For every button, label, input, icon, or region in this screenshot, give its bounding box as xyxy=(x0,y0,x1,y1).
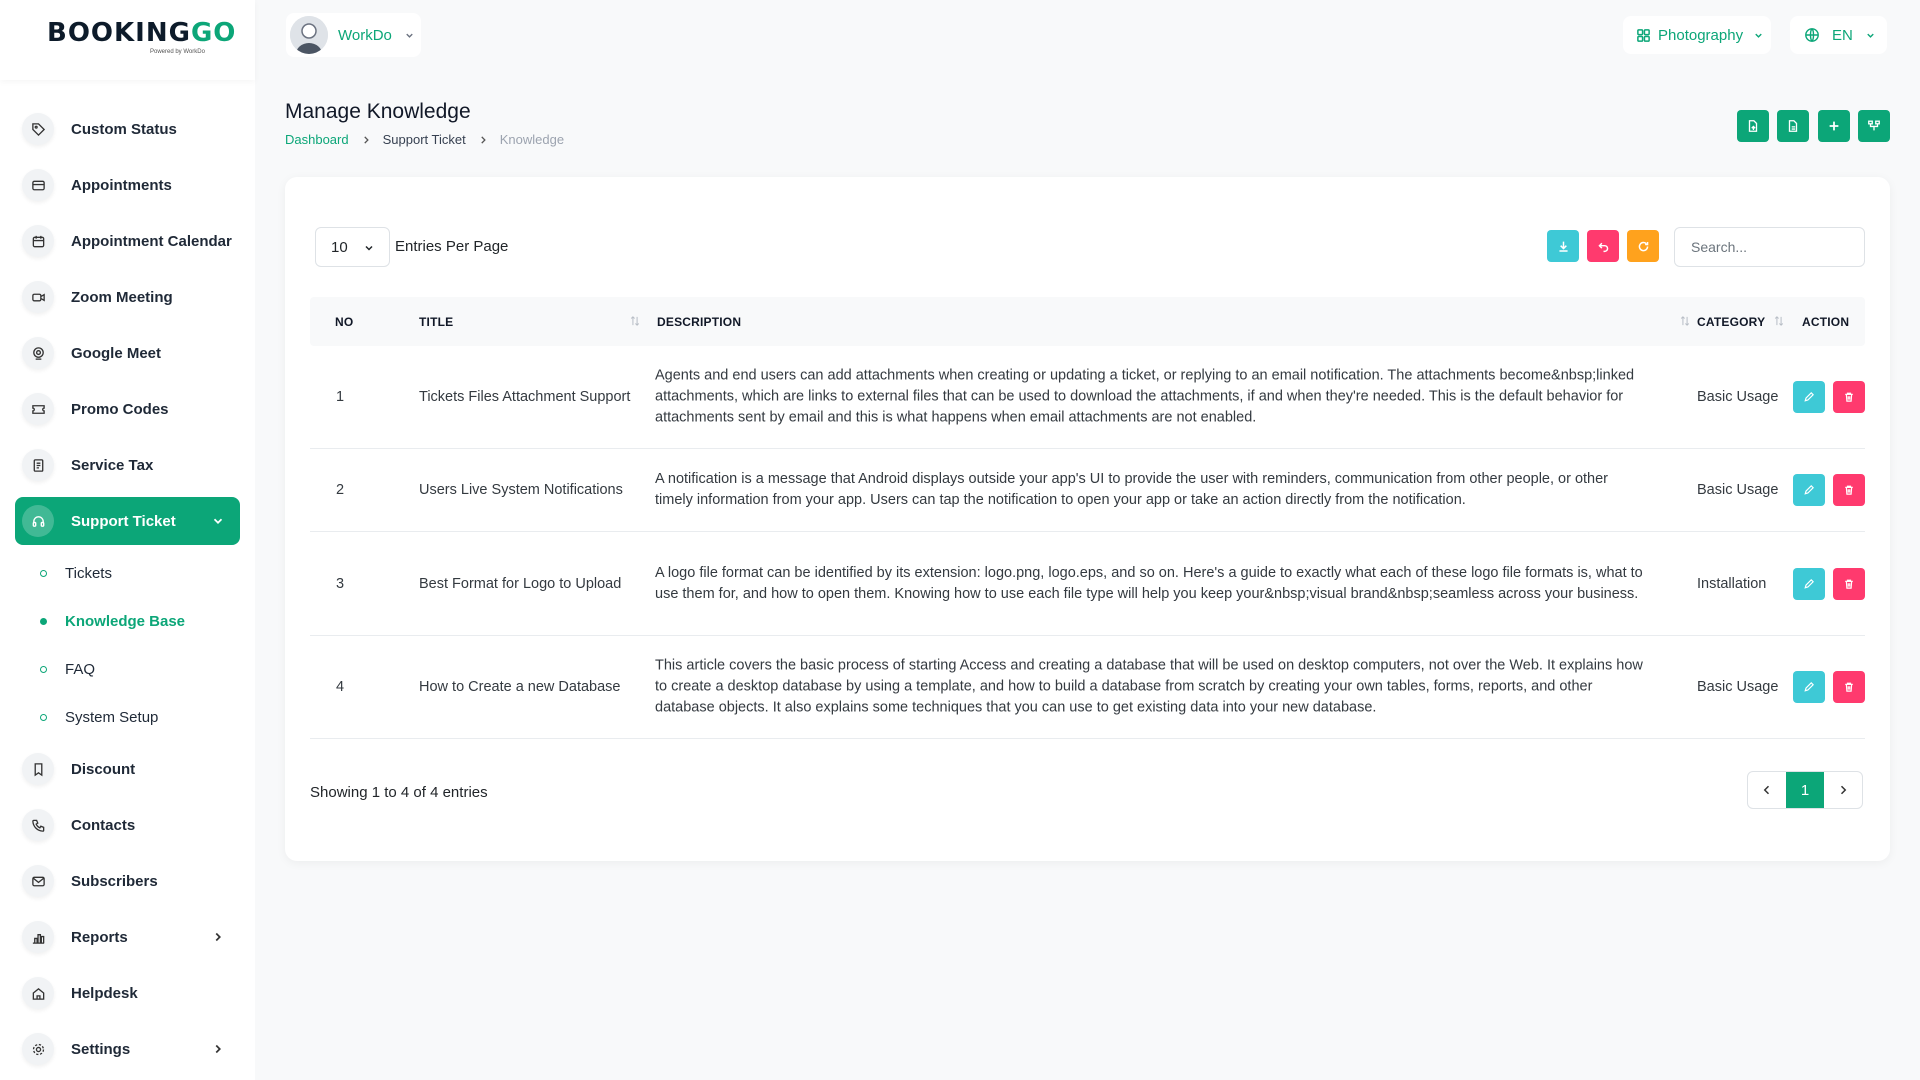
refresh-icon xyxy=(1637,240,1650,253)
column-header-description[interactable]: DESCRIPTION xyxy=(657,315,742,329)
chevron-down-icon xyxy=(211,514,225,528)
breadcrumb-dashboard[interactable]: Dashboard xyxy=(285,132,349,147)
sort-icon[interactable] xyxy=(630,316,640,326)
sidebar-item-reports[interactable] xyxy=(15,913,240,961)
download-icon xyxy=(1557,240,1570,253)
edit-button[interactable] xyxy=(1793,671,1825,703)
column-header-category[interactable]: CATEGORY xyxy=(1697,315,1766,329)
trash-icon xyxy=(1843,578,1855,590)
table-row xyxy=(310,636,1865,739)
workspace-dropdown[interactable] xyxy=(1623,16,1771,54)
chevron-right-icon xyxy=(1837,784,1849,796)
phone-icon xyxy=(22,809,54,841)
knowledge-table xyxy=(310,297,1865,739)
chevron-down-icon xyxy=(363,242,375,254)
sidebar-item-label: Promo Codes xyxy=(71,400,169,418)
chevron-right-icon xyxy=(211,930,225,944)
trash-icon xyxy=(1843,681,1855,693)
row-description: Agents and end users can add attachments when creating or updating a ticket, or replying to an email notification. The attachments become&nbsp;linked attachments, which are links to external files that can be used to download the attachments, if and when they're needed. This is the default behavior for attachments sent by email and this is what happens when email attachments are not enabled. xyxy=(655,367,1635,426)
sidebar-item-helpdesk[interactable] xyxy=(15,969,240,1017)
row-description: A logo file format can be identified by its extension: logo.png, logo.eps, and so on. Here's a guide to exactly what each of these logo file formats is, what to use them for, and how to open them. Knowing how to use each file type will help you keep your&nbsp;visual brand&nbsp;seamless across your business. xyxy=(655,564,1643,602)
row-description: A notification is a message that Android displays outside your app's UI to provide the user with reminders, communication from other people, or other timely information from your app. Users can tap the notification to open your app or take an action directly from the notification. xyxy=(655,471,1609,508)
user-menu-button[interactable] xyxy=(286,13,421,57)
sort-icon[interactable] xyxy=(1680,316,1690,326)
reset-button[interactable] xyxy=(1587,230,1619,262)
sidebar-subitem-label: Knowledge Base xyxy=(65,612,186,630)
sidebar-item-discount[interactable] xyxy=(15,745,240,793)
row-number: 1 xyxy=(336,389,345,405)
table-row xyxy=(310,346,1865,449)
chevron-right-icon xyxy=(361,135,371,145)
sidebar-item-label: Custom Status xyxy=(71,120,177,138)
chevron-right-icon xyxy=(478,135,488,145)
sidebar-item-promo-codes[interactable] xyxy=(15,385,240,433)
sidebar-item-label: Subscribers xyxy=(71,872,158,890)
sidebar-subitem-knowledge-base[interactable] xyxy=(40,609,185,633)
user-name: WorkDo xyxy=(338,26,392,44)
language-dropdown[interactable] xyxy=(1790,16,1887,54)
table-row xyxy=(310,532,1865,636)
sidebar-item-label: Discount xyxy=(71,760,136,778)
per-page-label: Entries Per Page xyxy=(395,238,509,255)
file-export-icon xyxy=(1746,119,1760,133)
chevron-down-icon xyxy=(1865,30,1876,41)
export-button[interactable] xyxy=(1737,110,1769,142)
pencil-icon xyxy=(1803,681,1815,693)
row-category: Basic Usage xyxy=(1697,679,1779,695)
table-row xyxy=(310,449,1865,532)
bookmark-icon xyxy=(22,753,54,785)
sidebar-item-appointment-calendar[interactable] xyxy=(15,217,240,265)
sitemap-icon xyxy=(1867,119,1881,133)
avatar xyxy=(290,16,328,54)
row-number: 3 xyxy=(336,575,345,592)
trash-icon xyxy=(1843,391,1855,403)
sidebar-item-label: Helpdesk xyxy=(71,984,138,1002)
ticket-icon xyxy=(22,393,54,425)
sidebar-item-custom-status[interactable] xyxy=(15,105,240,153)
grid-icon xyxy=(1636,28,1651,43)
chevron-left-icon xyxy=(1761,784,1773,796)
per-page-value: 10 xyxy=(331,238,348,256)
sidebar-item-label: Google Meet xyxy=(71,344,162,362)
edit-button[interactable] xyxy=(1793,474,1825,506)
webcam-icon xyxy=(22,337,54,369)
sidebar-item-support-ticket[interactable] xyxy=(15,497,240,545)
logo-area xyxy=(0,0,255,80)
delete-button[interactable] xyxy=(1833,568,1865,600)
mail-icon xyxy=(22,865,54,897)
sidebar-subitem-label: System Setup xyxy=(65,708,159,726)
bullet-icon xyxy=(40,618,47,625)
pagination-next-button[interactable] xyxy=(1824,772,1862,808)
sidebar-item-subscribers[interactable] xyxy=(15,857,240,905)
delete-button[interactable] xyxy=(1833,474,1865,506)
delete-button[interactable] xyxy=(1833,381,1865,413)
chevron-down-icon xyxy=(1753,30,1764,41)
row-title: Users Live System Notifications xyxy=(419,482,623,498)
row-title: Best Format for Logo to Upload xyxy=(419,575,622,592)
chevron-down-icon xyxy=(404,30,415,41)
row-title: Tickets Files Attachment Support xyxy=(419,389,631,405)
pencil-icon xyxy=(1803,484,1815,496)
breadcrumb xyxy=(285,132,564,147)
home-icon xyxy=(22,977,54,1009)
column-header-action: ACTION xyxy=(1802,315,1850,329)
row-number: 4 xyxy=(336,679,345,695)
sidebar-item-service-tax[interactable] xyxy=(15,441,240,489)
calendar-icon xyxy=(22,225,54,257)
category-button[interactable] xyxy=(1858,110,1890,142)
gear-icon xyxy=(22,1033,54,1065)
video-icon xyxy=(22,281,54,313)
sidebar-item-label: Appointments xyxy=(71,176,172,194)
row-number: 2 xyxy=(336,482,345,498)
reload-button[interactable] xyxy=(1627,230,1659,262)
logo-text: BOOKING xyxy=(47,18,191,48)
pencil-icon xyxy=(1803,578,1815,590)
credit-card-icon xyxy=(22,169,54,201)
bullet-icon xyxy=(40,570,47,577)
pagination xyxy=(1747,771,1863,809)
pagination-page-button[interactable]: 1 xyxy=(1786,772,1824,808)
sidebar-item-label: Appointment Calendar xyxy=(71,232,232,250)
entries-per-page-select[interactable] xyxy=(315,227,390,267)
sidebar-item-label: Reports xyxy=(71,928,128,946)
download-button[interactable] xyxy=(1547,230,1579,262)
chevron-right-icon xyxy=(211,1042,225,1056)
sidebar-item-label: Contacts xyxy=(71,816,136,834)
logo-accent-text: GO xyxy=(190,18,237,48)
showing-entries-text: Showing 1 to 4 of 4 entries xyxy=(310,784,488,801)
row-title: How to Create a new Database xyxy=(419,679,621,695)
pagination-prev-button[interactable] xyxy=(1748,772,1786,808)
sidebar-item-appointments[interactable] xyxy=(15,161,240,209)
edit-button[interactable] xyxy=(1793,568,1825,600)
row-description: This article covers the basic process of starting Access and creating a database that will be used on desktop computers, not over the Web. It explains how to create a desktop database by using a template, and how to build a database from scratch by creating your own tables, forms, reports, and other database objects. It also explains some techniques that you can use to get existing data into your new database. xyxy=(655,657,1643,716)
bullet-icon xyxy=(40,666,47,673)
app-logo[interactable] xyxy=(47,18,236,48)
breadcrumb-support-ticket[interactable]: Support Ticket xyxy=(382,132,466,147)
bar-chart-icon xyxy=(22,921,54,953)
sidebar-subitem-system-setup[interactable] xyxy=(40,705,158,729)
table-header xyxy=(310,297,1865,346)
sidebar-item-contacts[interactable] xyxy=(15,801,240,849)
add-knowledge-button[interactable] xyxy=(1818,110,1850,142)
pencil-icon xyxy=(1803,391,1815,403)
bullet-icon xyxy=(40,714,47,721)
file-import-icon xyxy=(1786,119,1800,133)
edit-button[interactable] xyxy=(1793,381,1825,413)
row-category: Installation xyxy=(1697,575,1767,592)
tag-icon xyxy=(22,113,54,145)
sidebar-item-label: Settings xyxy=(71,1040,131,1058)
sort-icon[interactable] xyxy=(1774,316,1784,326)
row-category: Basic Usage xyxy=(1697,482,1779,498)
headset-icon xyxy=(22,505,54,537)
row-category: Basic Usage xyxy=(1697,389,1779,405)
trash-icon xyxy=(1843,484,1855,496)
globe-icon xyxy=(1804,27,1820,43)
workspace-label: Photography xyxy=(1658,26,1744,44)
undo-icon xyxy=(1597,240,1610,253)
sidebar-item-label: Service Tax xyxy=(71,456,154,474)
sidebar-item-settings[interactable] xyxy=(15,1025,240,1073)
page-title: Manage Knowledge xyxy=(285,100,471,123)
receipt-icon xyxy=(22,449,54,481)
sidebar-subitem-label: Tickets xyxy=(65,564,112,582)
sidebar xyxy=(0,0,255,1080)
search-input[interactable] xyxy=(1674,227,1865,267)
delete-button[interactable] xyxy=(1833,671,1865,703)
column-header-no[interactable]: NO xyxy=(335,315,354,329)
column-header-title[interactable]: TITLE xyxy=(419,315,454,329)
logo-subtitle: Powered by WorkDo xyxy=(150,49,205,55)
knowledge-card xyxy=(285,177,1890,861)
import-button[interactable] xyxy=(1777,110,1809,142)
breadcrumb-current: Knowledge xyxy=(499,132,565,147)
language-label: EN xyxy=(1832,26,1853,44)
sidebar-item-label: Support Ticket xyxy=(71,512,176,530)
sidebar-subitem-tickets[interactable] xyxy=(40,561,112,585)
topbar xyxy=(255,0,1920,72)
sidebar-item-zoom-meeting[interactable] xyxy=(15,273,240,321)
sidebar-item-label: Zoom Meeting xyxy=(71,288,173,306)
plus-icon xyxy=(1827,119,1841,133)
sidebar-subitem-label: FAQ xyxy=(65,660,96,678)
sidebar-subitem-faq[interactable] xyxy=(40,657,95,681)
sidebar-item-google-meet[interactable] xyxy=(15,329,240,377)
